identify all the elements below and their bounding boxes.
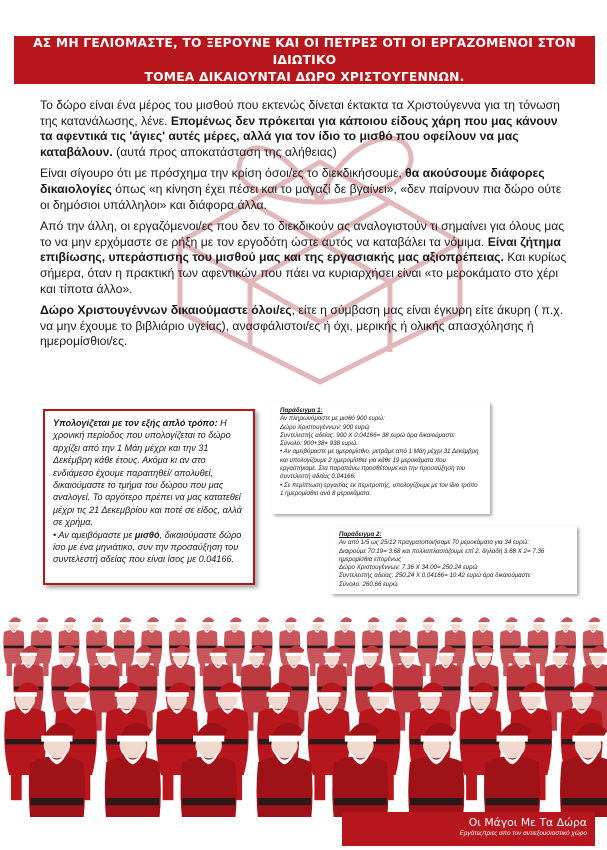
example-2-line: Διαιρούμε 70:19= 3.68 και πολλαπλασιάζουμε επί 2, δηλαδή 3.68 X 2= 7.36 ημερομίσθια επομένως (339, 547, 545, 563)
example-1-line: Δώρο Χριστουγέννων: 900 ευρώ (280, 423, 370, 431)
p2-text-a: Είναι σίγουρο ότι με πρόσχημα την κρίση όσοι/ες το διεκδικήσουμε, (40, 166, 406, 181)
paragraph-2 (40, 166, 570, 213)
santa-crowd-illustration (0, 592, 607, 817)
example-2-title: Παράδειγμα 2: (339, 531, 382, 538)
example-2-line: Συντελεστής αδείας: 250.24 X 0.04166= 10.42 ευρώ άρα δικαιούμαστε (339, 572, 531, 580)
p1-text-c: (αυτά προς αποκατάσταση της αλήθειας) (112, 144, 337, 159)
p1-text-b: Επομένως δεν πρόκειται για κάποιου είδους χάρη που μας κάνουν τα αφεντικά τις 'άγιες' αυτές μέρες, αλλά για τον ίδιο το μισθό που οφείλουν να μας καταβάλουν. (40, 113, 558, 159)
santa-figures (3, 617, 607, 817)
example-1-line: Συντελεστής αδείας: 900 X 0.04166= 38 ευρώ άρα δικαιούμαστε (280, 431, 455, 439)
p4-text-a: Δώρο Χριστουγέννων δικαιούμαστε όλοι/ες (40, 303, 292, 318)
example-1-line: • Σε περίπτωση εργασίας εκ περιτροπής, υπολογίζουμε με τον ίδιο τρόπο 1 ημερομίσθιο ανά 8 μεροκάματα. (280, 481, 478, 497)
example-1-box (272, 402, 490, 514)
calc-box-title: Υπολογίζεται με τον εξής απλό τρόπο: (53, 418, 218, 428)
calc-box-text-1: Η χρονική περίοδος που υπολογίζεται το δώρο αρχίζει από την 1 Μάη μέχρι και την 31 Δεκέμβρη κάθε έτους. Ακόμα κι αν στο ενδιάμεσο έχουμε παραιτηθεί/ απολυθεί, δικαιούμαστε το τμήμα του δώρου που μας αναλογεί. Το αργότερο πρέπει να μας κατατεθεί μέχρι τις 21 Δεκεμβρίου και ποτέ σε είδος, αλλά σε χρήμα. (53, 418, 242, 528)
footer-subtitle: Εργάτες/τριες απο τον αντιεξουσιαστικό χώρο (459, 830, 587, 837)
example-1-line: Αν πληρωνόμαστε με μισθό 900 ευρώ: (280, 415, 385, 423)
p3-text-b: Είναι ζήτημα επιβίωσης, υπεράσπισης του μισθού μας και της εργασιακής μας αξιοπρέπειας. (40, 234, 561, 265)
p2-text-c: όπως «η κίνηση έχει πέσει και το μαγαζί δε βγαίνει», «δεν παίρνουν πια δώρο ούτε οι δημόσιοι υπάλληλοι» και διάφορα άλλα. (40, 181, 562, 212)
p1-text-a: Το δώρο είναι ένα μέρος του μισθού που εκτενώς δίνεται έκτακτα τα Χριστούγεννα για τη τόνωση της κατανάλωσης, λένε. (40, 98, 560, 128)
calculation-box (43, 409, 255, 585)
header-line-2: ΤΟΜΕΑ ΔΙΚΑΙΟΥΝΤΑΙ ΔΩΡΟ ΧΡΙΣΤΟΥΓΕΝΝΩΝ. (144, 69, 465, 84)
paragraph-1 (40, 98, 570, 160)
footer-signature (342, 812, 595, 846)
paragraph-4 (40, 303, 570, 350)
example-2-line: Σύνολο: 260.66 ευρώ (339, 580, 398, 588)
calc-box-text-2b: μισθό (134, 529, 160, 540)
calc-box-text-2c: , δικαιούμαστε δώρο ίσο με ένα μηνιάτικο, συν την προσαύξηση του συντελεστή αδείας που είναι ίσος με 0.04166. (53, 529, 242, 565)
p2-text-b: θα ακούσουμε διάφορες δικαιολογίες (40, 166, 545, 196)
p4-text-b: , είτε η σύμβαση μας είναι έγκυρη είτε άκυρη ( π.χ. να μην έχουμε το βιβλιάριο υγείας), ανασφάλιστοι/ες ή όχι, μερικής ή ολικής απασχόλησης ή ημερομίσθιοι/ες. (40, 303, 564, 349)
p3-text-c: Και κυρίως σήμερα, όταν η πρακτική των αφεντικών που πάει να κυριαρχήσει είναι «το μεροκάματο στο χέρι και τίποτα άλλο». (40, 250, 567, 296)
main-text (40, 98, 570, 356)
footer-group-name: Οι Μάγοι Με Τα Δώρα (468, 816, 587, 829)
header-line-1: ΑΣ ΜΗ ΓΕΛΙΟΜΑΣΤΕ, ΤΟ ΞΕΡΟΥΝΕ ΚΑΙ ΟΙ ΠΕΤΡΕΣ ΟΤΙ ΟΙ ΕΡΓΑΖΟΜΕΝΟΙ ΣΤΟΝ ΙΔΙΩΤΙΚΟ (33, 35, 576, 67)
example-1-title: Παράδειγμα 1: (280, 407, 323, 414)
example-1-line: • Αν αμειβόμαστε με ημερομίσθιο, μετράμε από 1 Μάη μέχρι 31 Δεκέμβρη και υπολογίζουμε 2 ημερομίσθια για κάθε 19 μεροκάματα που εργαστήκαμε. Στα παραπάνω προσθέτουμε και την προσαύξηση του συντελεστή αδείας 0.04166. (280, 448, 479, 481)
calc-box-text-2a: • Αν αμειβόμαστε με (53, 529, 135, 540)
example-1-line: Σύνολο: 900+38= 938 ευρώ. (280, 440, 358, 448)
paragraph-3 (40, 219, 570, 297)
header-banner (14, 36, 595, 84)
p3-text-a: Από την άλλη, οι εργαζόμενοι/ες που δεν το διεκδικούν ας αναλογιστούν τι σημαίνει για όλους μας το να μην ερχόμαστε σε ρήξη με τον εργοδότη ώστε αυτός να καταβάλει τα νόμιμα. (40, 219, 565, 249)
example-2-line: Αν από 1/5 ως 25/12 πραγματοποιήσαμε 70 μεροκάματα για 34 ευρώ: (339, 539, 530, 547)
example-2-box (331, 526, 577, 594)
example-2-line: Δώρο Χριστουγέννων: 7.36 X 34.00= 250.24 ευρώ (339, 564, 478, 572)
